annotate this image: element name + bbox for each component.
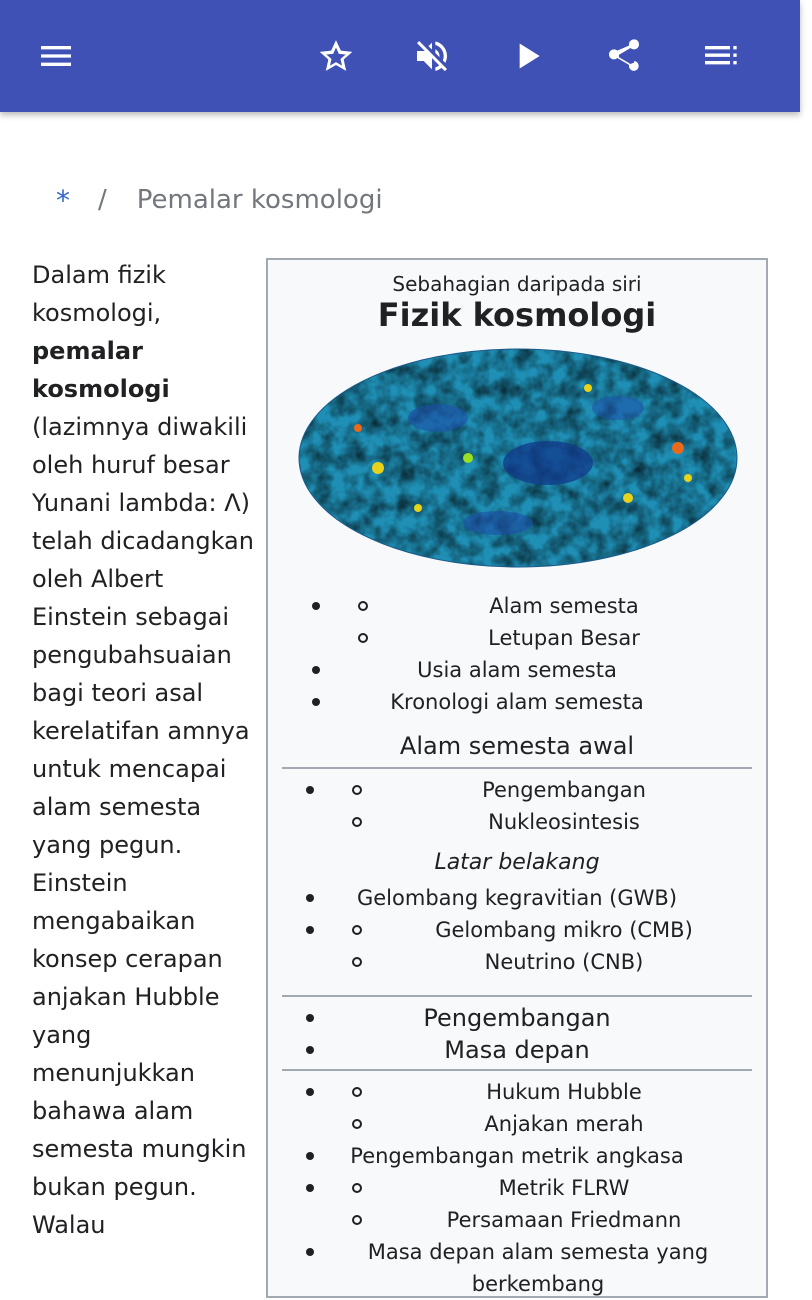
article-term: pemalar kosmologi [32,337,170,403]
breadcrumb-separator: / [98,185,107,215]
menu-button[interactable] [28,28,84,84]
infobox-link[interactable]: Gelombang kegravitian (GWB) [356,886,678,910]
list-item [268,882,766,914]
list-item [268,1236,766,1300]
infobox-section-link[interactable]: Pengembangan [423,1004,611,1032]
infobox-link[interactable]: Pengembangan metrik angkasa [350,1144,684,1168]
infobox-link[interactable]: Kronologi alam semesta [390,690,644,714]
menu-icon [36,36,76,76]
list-item [268,914,766,946]
list-item [268,622,766,654]
infobox-link[interactable]: Alam semesta [489,594,639,618]
play-icon [508,36,548,76]
divider [282,995,752,997]
infobox-link[interactable]: Pengembangan [482,778,646,802]
infobox-title[interactable]: Fizik kosmologi [377,296,657,334]
bullet-icon [306,786,314,794]
list-item [268,1108,766,1140]
volume-off-icon [412,36,452,76]
bullet-icon [306,1184,314,1192]
play-button[interactable] [500,28,556,84]
list-item [268,946,766,978]
article-body [32,256,254,1244]
breadcrumb [56,180,383,220]
list-item [268,654,766,686]
divider [282,767,752,769]
cmb-map-image[interactable] [298,348,738,568]
bookmark-button[interactable] [308,28,364,84]
bullet-icon [306,926,314,934]
infobox-link[interactable]: Gelombang mikro (CMB) [435,918,693,942]
infobox-link[interactable]: Anjakan merah [484,1112,644,1136]
infobox [266,258,768,1298]
list-item [268,590,766,622]
playlist-icon [700,36,740,76]
list-item [268,1204,766,1236]
infobox-subtitle: Sebahagian daripada siri [392,272,642,296]
list-item [268,1034,766,1066]
list-item [268,1002,766,1034]
infobox-link[interactable]: Metrik FLRW [498,1176,630,1200]
infobox-link[interactable]: Masa depan alam semesta yang berkembang [367,1240,709,1296]
list-item [268,1140,766,1172]
list-item [268,774,766,806]
infobox-link[interactable]: Letupan Besar [488,626,640,650]
infobox-link[interactable]: Nukleosintesis [488,810,640,834]
bullet-icon [306,1088,314,1096]
infobox-link[interactable]: Persamaan Friedmann [446,1208,682,1232]
article-intro: Dalam fizik kosmologi, [32,261,166,327]
infobox-subheading: Latar belakang [434,850,600,875]
contents-button[interactable] [692,28,748,84]
breadcrumb-home-link[interactable]: * [56,183,70,217]
infobox-link[interactable]: Usia alam semesta [417,658,617,682]
infobox-link[interactable]: Hukum Hubble [486,1080,642,1104]
list-item [268,1172,766,1204]
share-button[interactable] [596,28,652,84]
divider [282,1069,752,1071]
star-outline-icon [316,36,356,76]
list-item [268,686,766,718]
infobox-link[interactable]: Neutrino (CNB) [484,950,644,974]
app-bar [0,0,800,112]
list-item [268,806,766,838]
infobox-section-link[interactable]: Masa depan [444,1036,590,1064]
bullet-icon [306,1248,314,1256]
breadcrumb-current: Pemalar kosmologi [136,185,383,215]
article-text: (lazimnya diwakili oleh huruf besar Yunani lambda: Λ) telah dicadangkan oleh Albert Einstein sebagai pengubahsuaian bagi teori asal kerelatifan amnya untuk mencapai alam semesta yang pegun. Einstein mengabaikan konsep cerapan anjakan Hubble yang menunjukkan bahawa alam semesta mungkin bukan pegun. Walau [32,413,254,1239]
share-icon [604,36,644,76]
mute-button[interactable] [404,28,460,84]
list-item [268,1076,766,1108]
infobox-section-early: Alam semesta awal [399,732,635,760]
